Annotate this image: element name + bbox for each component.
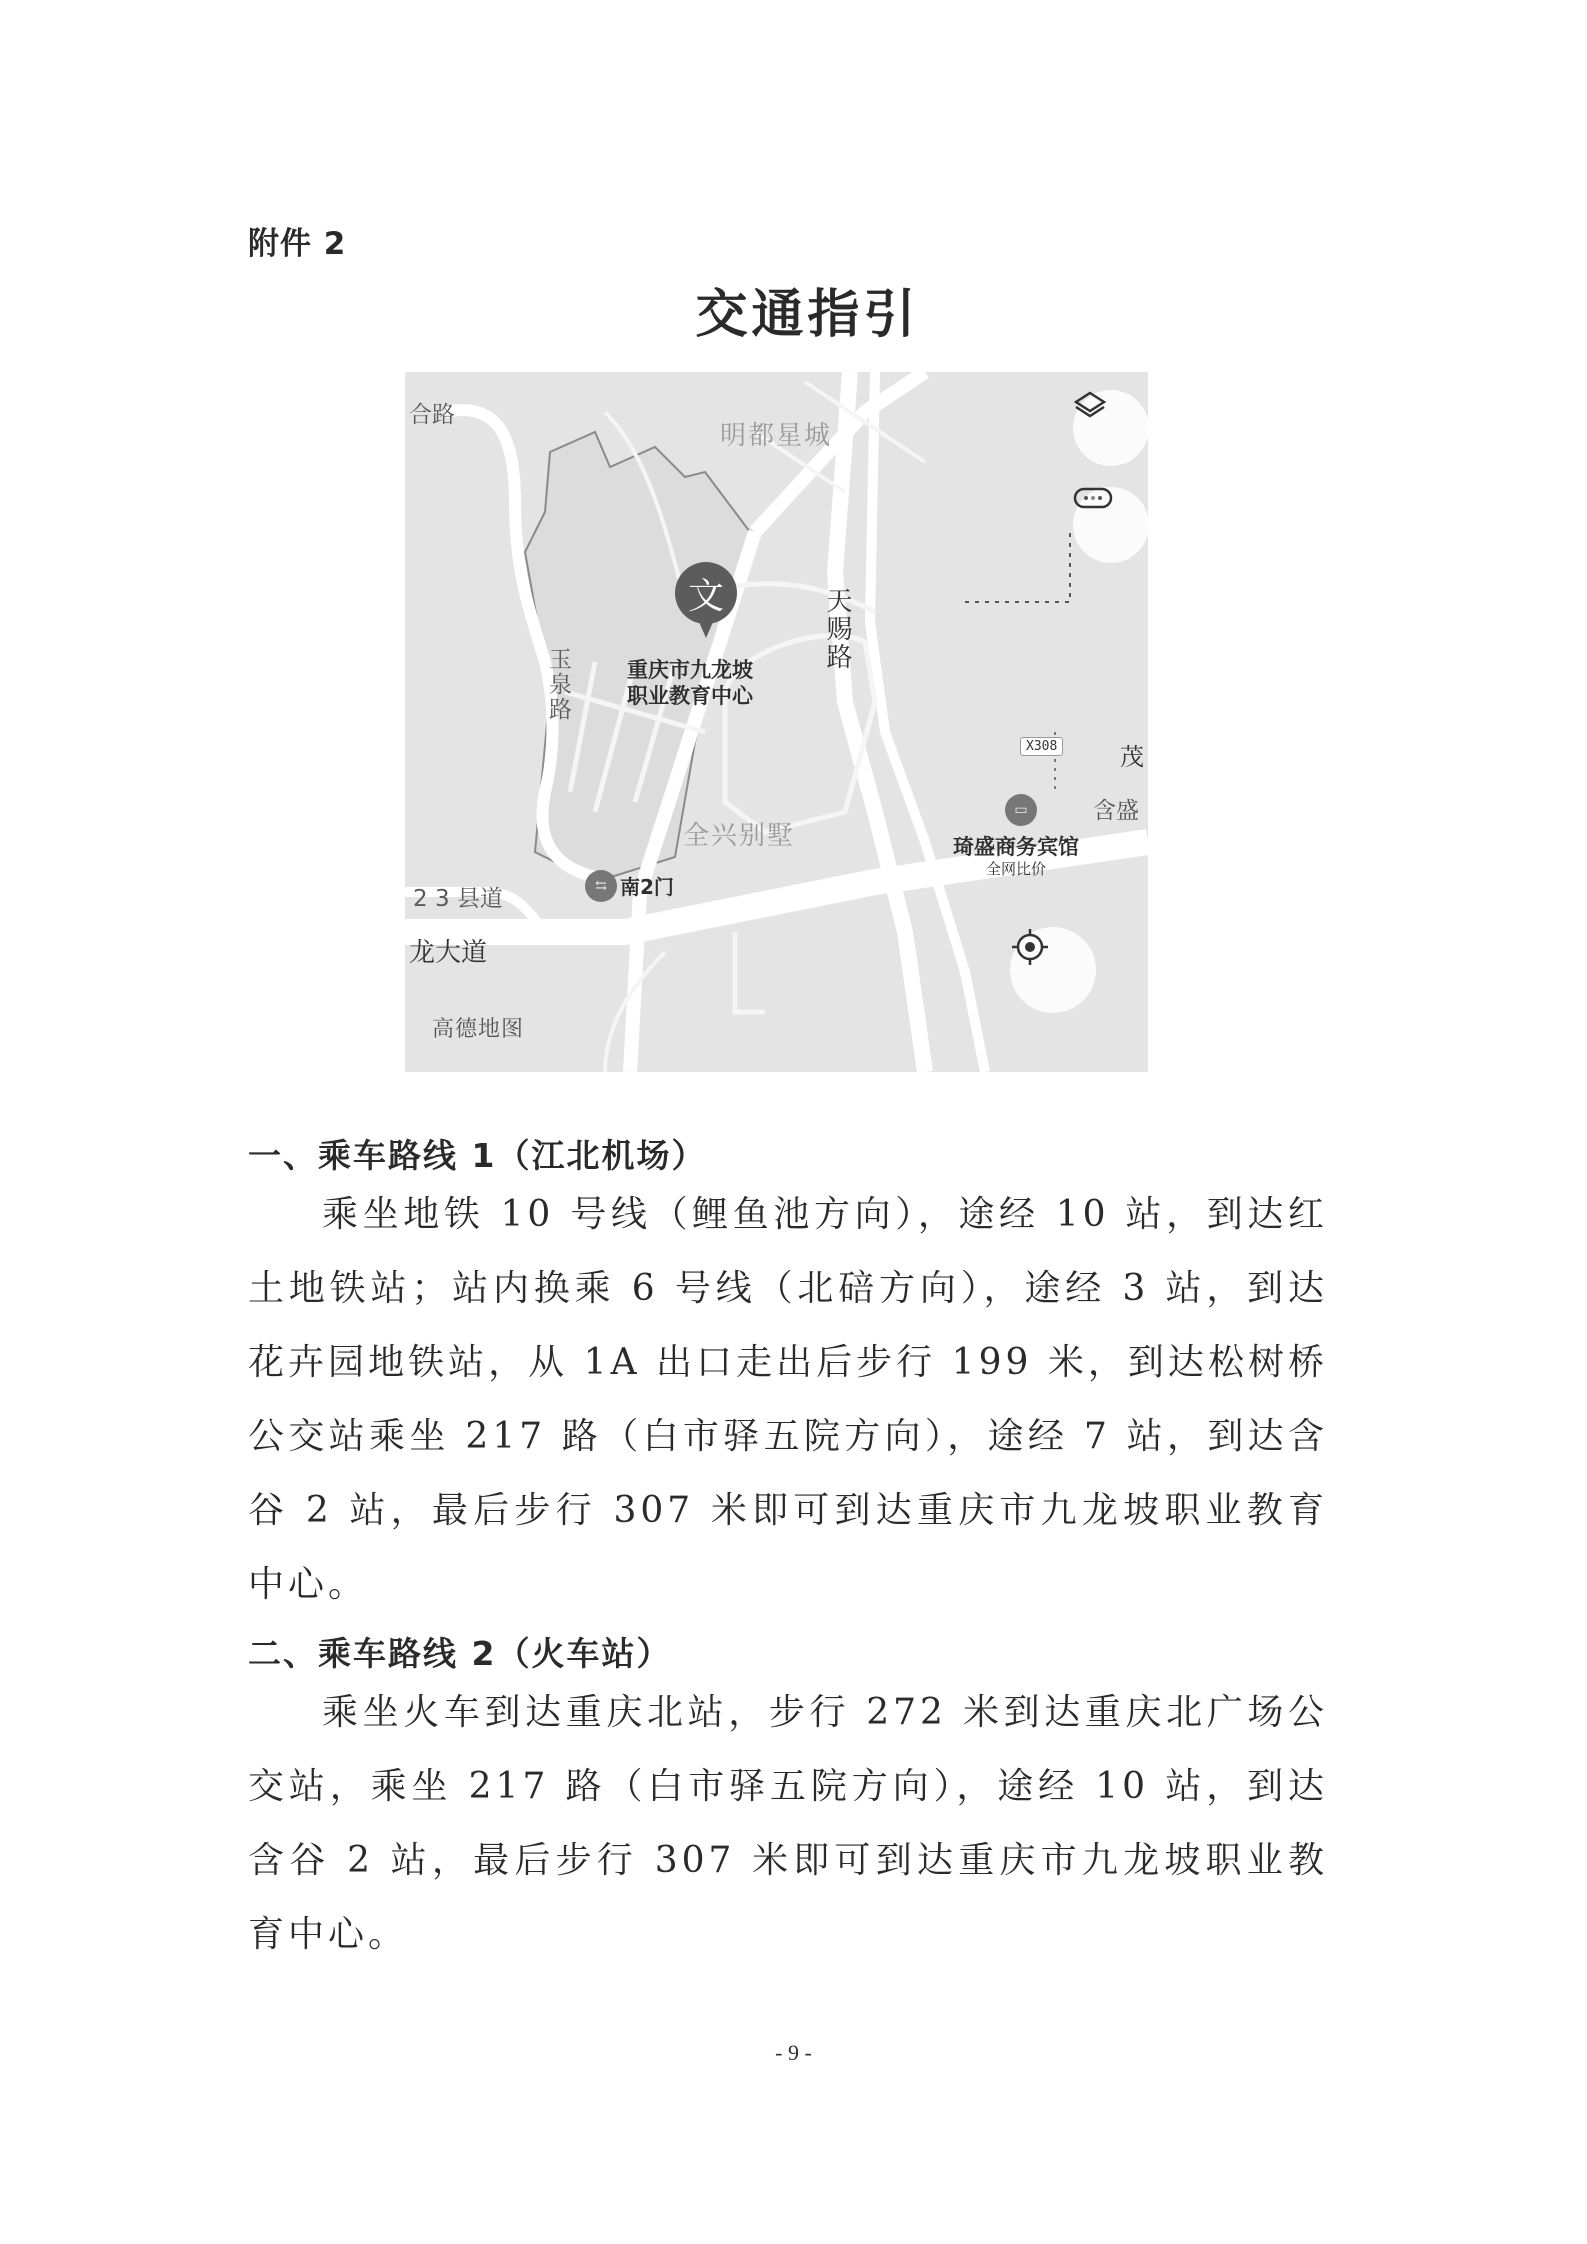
layers-icon — [1073, 390, 1107, 420]
gate-poi-label[interactable]: 南2门 — [620, 875, 674, 899]
page-title: 交通指引 — [695, 284, 920, 345]
map-label-mao: 茂 — [1120, 743, 1144, 771]
hotel-subtitle: 全网比价 — [985, 860, 1046, 878]
locate-icon — [1010, 927, 1050, 967]
school-name-line2: 职业教育中心 — [627, 684, 753, 708]
route-1-heading: 一、乘车路线 1（江北机场） — [248, 1136, 707, 1175]
map-label-county-road: 2 3 县道 — [413, 886, 503, 912]
map-image[interactable] — [405, 372, 1148, 1072]
map-label-tianci-road: 天赐路 — [822, 587, 852, 671]
route-2-heading: 二、乘车路线 2（火车站） — [248, 1634, 672, 1673]
map-label-hansheng: 含盛 — [1093, 798, 1139, 824]
route-2-body: 乘坐火车到达重庆北站，步行 272 米到达重庆北广场公交站，乘坐 217 路（白市驿五院方向），途经 10 站，到达含谷 2 站，最后步行 307 米即可到达重庆市九龙坡职业教育中心。 — [248, 1692, 1328, 1955]
map-label-longda-avenue: 龙大道 — [409, 938, 488, 968]
locate-button[interactable] — [1010, 927, 1096, 1013]
gate-pin-icon[interactable]: ⇆ — [585, 870, 617, 902]
hotel-name: 琦盛商务宾馆 — [953, 835, 1079, 859]
hotel-pin-icon[interactable]: ▭ — [1005, 794, 1037, 826]
school-name-line1: 重庆市九龙坡 — [627, 658, 753, 682]
map-label-yuquan-road: 玉泉路 — [545, 647, 571, 722]
attachment-label: 附件 2 — [248, 226, 347, 262]
more-icon — [1073, 487, 1113, 509]
map-provider-watermark: 高德地图 — [432, 1017, 525, 1042]
map-label-mingdu-xingcheng: 明都星城 — [720, 421, 833, 451]
map-label-hehe-road: 合路 — [409, 402, 455, 428]
hotel-poi-label[interactable] — [953, 834, 1079, 878]
page-number: - 9 - — [775, 2040, 812, 2065]
more-button[interactable] — [1073, 487, 1148, 563]
map-label-quanxing-villa: 全兴别墅 — [683, 821, 796, 851]
school-pin-icon[interactable]: 文 — [675, 562, 737, 624]
route-shield-x308: X308 — [1020, 737, 1063, 756]
route-1-body: 乘坐地铁 10 号线（鲤鱼池方向），途经 10 站，到达红土地铁站；站内换乘 6 号线（北碚方向），途经 3 站，到达花卉园地铁站，从 1A 出口走出后步行 199 米，到达松树桥公交站乘坐 217 路（白市驿五院方向），途经 7 站，到达含谷 2 站，最后步行 307 米即可到达重庆市九龙坡职业教育中心。 — [248, 1194, 1328, 1605]
school-poi-label[interactable] — [627, 657, 753, 709]
layers-button[interactable] — [1073, 390, 1148, 466]
